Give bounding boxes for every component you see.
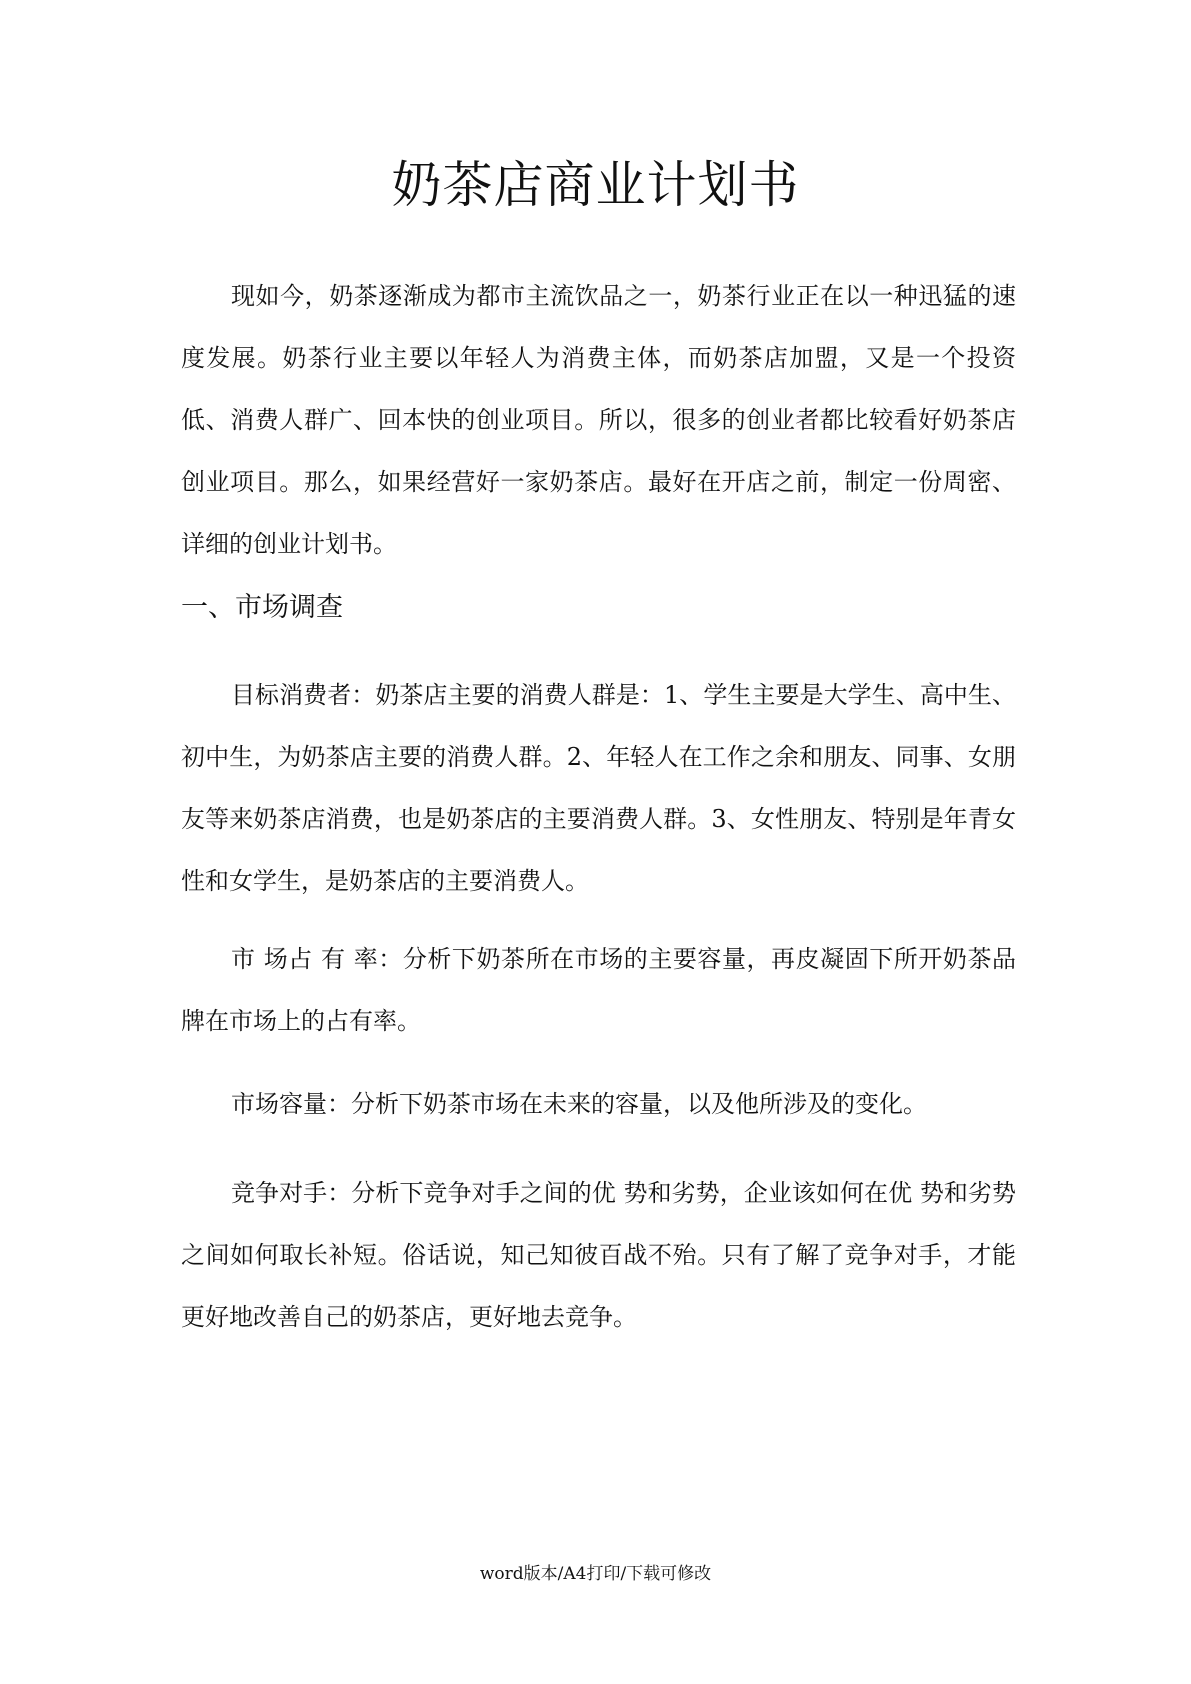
target-consumers-paragraph: 目标消费者：奶茶店主要的消费人群是：1、学生主要是大学生、高中生、初中生，为奶茶店主要的消费人群。2、年轻人在工作之余和朋友、同事、女朋友等来奶茶店消费，也是奶茶店的主要消费人群。3、女性朋友、特别是年青女性和女学生，是奶茶店的主要消费人。 xyxy=(181,681,1016,895)
page-footer: word版本/A4打印/下载可修改 xyxy=(479,1564,712,1584)
competitors-paragraph: 竞争对手：分析下竞争对手之间的优 势和劣势，企业该如何在优 势和劣势之间如何取长补短。俗话说，知己知彼百战不殆。只有了解了竞争对手，才能更好地改善自己的奶茶店，更好地去竞争。 xyxy=(181,1179,1016,1331)
market-share-paragraph: 市 场占 有 率：分析下奶茶所在市场的主要容量，再皮凝固下所开奶茶品牌在市场上的占有率。 xyxy=(181,945,1016,1035)
market-capacity-paragraph: 市场容量：分析下奶茶市场在未来的容量，以及他所涉及的变化。 xyxy=(231,1090,927,1118)
intro-paragraph: 现如今，奶茶逐渐成为都市主流饮品之一，奶茶行业正在以一种迅猛的速度发展。奶茶行业主要以年轻人为消费主体，而奶茶店加盟，又是一个投资低、消费人群广、回本快的创业项目。所以，很多的创业者都比较看好奶茶店创业项目。那么，如果经营好一家奶茶店。最好在开店之前，制定一份周密、详细的创业计划书。 xyxy=(181,282,1016,558)
page-title: 奶茶店商业计划书 xyxy=(391,156,800,214)
section-heading-market-research: 一、市场调查 xyxy=(181,592,343,623)
